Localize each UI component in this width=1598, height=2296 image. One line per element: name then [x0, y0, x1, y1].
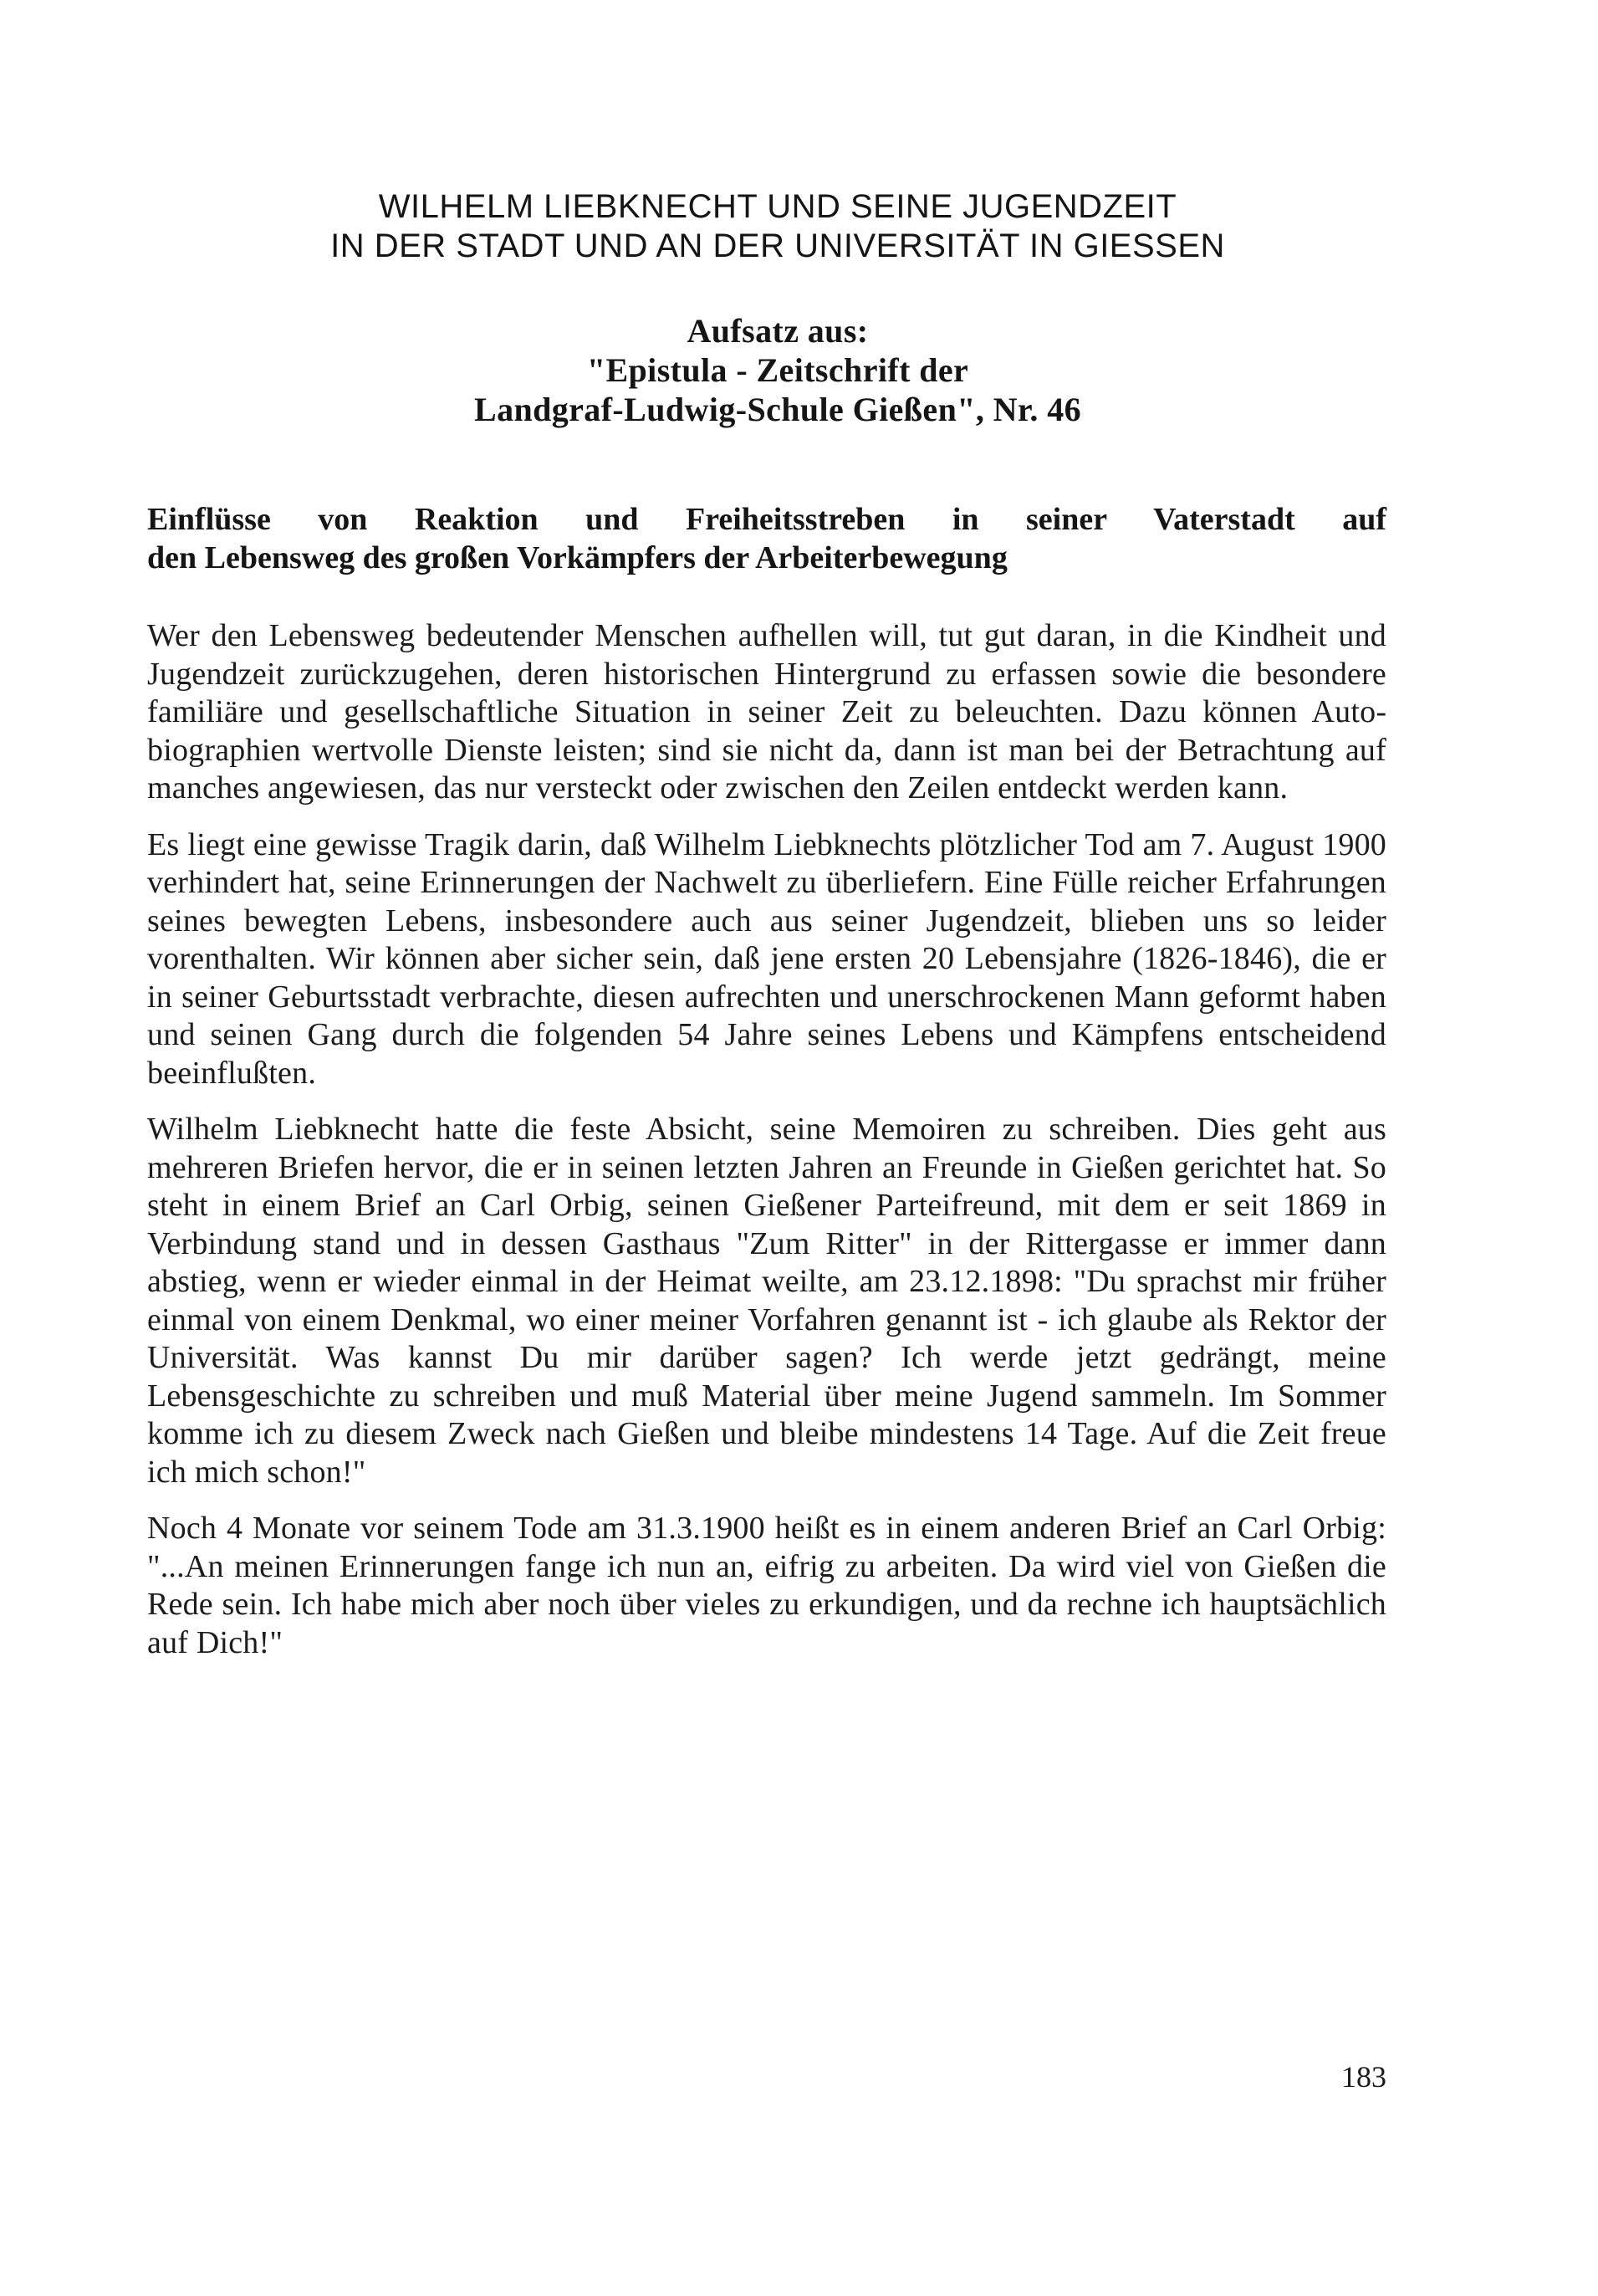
title-line-2: IN DER STADT UND AN DER UNIVERSITÄT IN GIESSEN: [330, 228, 1225, 264]
article-body: [147, 617, 1386, 1680]
section-subheading: [147, 500, 1386, 577]
subheading-line-1: Einflüsse von Reaktion und Freiheitsstreben in seiner Vaterstadt auf: [147, 502, 1386, 537]
title-line-1: WILHELM LIEBKNECHT UND SEINE JUGENDZEIT: [378, 188, 1177, 225]
article-title: [125, 187, 1430, 266]
source-line-1: Aufsatz aus:: [687, 312, 869, 350]
page-number: 183: [1341, 2060, 1386, 2094]
paragraph-4: Noch 4 Monate vor seinem Tode am 31.3.1900 heißt es in einem anderen Brief an Carl Orbig: "...An meinen Erinnerungen fange ich nun an, eifrig zu arbeiten. Da wird viel von Gießen die Rede sein. Ich habe mich aber noch über vieles zu erkundigen, und da rechne ich hauptsächlich auf Dich!": [147, 1511, 1386, 1660]
subheading-line-2: den Lebensweg des großen Vorkämpfers der Arbeiterbewegung: [147, 540, 1008, 575]
paragraph-1: Wer den Lebensweg bedeutender Menschen aufhellen will, tut gut daran, in die Kindheit und Jugendzeit zurückzugehen, deren historischen Hintergrund zu erfassen sowie die besondere familiäre und gesellschaftliche Situation in seiner Zeit zu beleuchten. Dazu können Autobiographien wertvolle Dienste leisten; sind sie nicht da, dann ist man bei der Betrachtung auf manches angewiesen, das nur versteckt oder zwischen den Zeilen entdeckt werden kann.: [147, 618, 1386, 805]
paragraph-2: Es liegt eine gewisse Tragik darin, daß Wilhelm Liebknechts plötzlicher Tod am 7. August 1900 verhindert hat, seine Erinnerungen der Nachwelt zu überliefern. Eine Fülle reicher Erfahrungen seines bewegten Lebens, insbesondere auch aus seiner Jugendzeit, blieben uns so leider vorenthalten. Wir können aber sicher sein, daß jene ersten 20 Lebensjahre (1826-1846), die er in seiner Geburtsstadt verbrachte, diesen aufrechten und unerschrockenen Mann geformt haben und seinen Gang durch die folgenden 54 Jahre seines Lebens und Kämpfens entscheidend beeinflußten.: [147, 826, 1386, 1091]
source-line-2: "Epistula - Zeitschrift der: [586, 351, 969, 389]
source-line-3: Landgraf-Ludwig-Schule Gießen", Nr. 46: [473, 391, 1082, 428]
paragraph-3: Wilhelm Liebknecht hatte die feste Absicht, seine Memoiren zu schreiben. Dies geht aus mehreren Briefen hervor, die er in seinen letzten Jahren an Freunde in Gießen gerichtet hat. So steht in einem Brief an Carl Orbig, seinen Gießener Parteifreund, mit dem er seit 1869 in Verbindung stand und in dessen Gasthaus "Zum Ritter" in der Rittergasse er immer dann abstieg, wenn er wieder einmal in der Heimat weilte, am 23.12.1898: "Du sprachst mir früher einmal von einem Denkmal, wo einer meiner Vorfahren genannt ist - ich glaube als Rektor der Universität. Was kannst Du mir darüber sagen? Ich werde jetzt gedrängt, meine Lebensgeschichte zu schreiben und muß Material über meine Jugend sammeln. Im Sommer komme ich zu diesem Zweck nach Gießen und bleibe mindestens 14 Tage. Auf die Zeit freue ich mich schon!": [147, 1112, 1386, 1490]
source-reference: [125, 311, 1430, 429]
